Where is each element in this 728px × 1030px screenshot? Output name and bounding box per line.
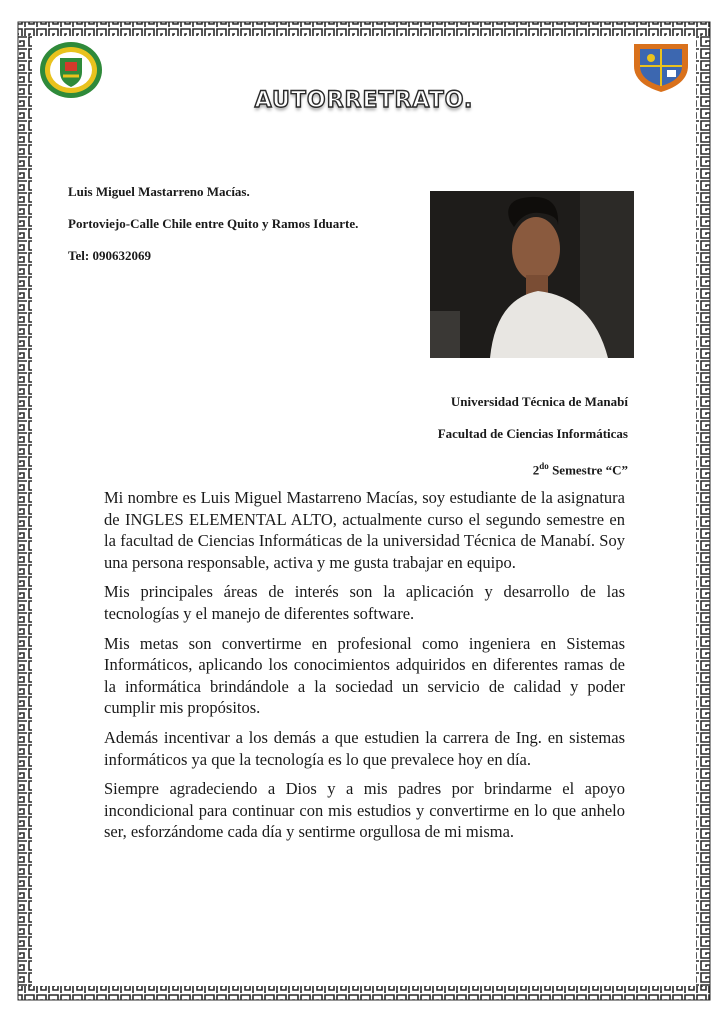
semester xyxy=(438,458,628,478)
semester-number: 2 xyxy=(532,462,540,478)
page-title: AUTORRETRATO. xyxy=(254,88,474,113)
paragraph: Mis principales áreas de interés son la aplicación y desarrollo de las tecnologías y el manejo de diferentes software. xyxy=(104,582,625,623)
semester-suffix: do xyxy=(539,461,549,471)
faculty-name: Facultad de Ciencias Informáticas xyxy=(437,426,628,441)
institution-block xyxy=(438,394,628,494)
semester-rest: Semestre “C” xyxy=(548,462,628,478)
contact-phone: Tel: 090632069 xyxy=(68,248,151,263)
portrait-photo xyxy=(430,191,634,358)
contact-address: Portoviejo-Calle Chile entre Quito y Ramos Iduarte. xyxy=(68,216,359,231)
contact-block xyxy=(68,182,364,278)
university-name: Universidad Técnica de Manabí xyxy=(450,394,628,409)
contact-name: Luis Miguel Mastarreno Macías. xyxy=(68,184,250,199)
body-text xyxy=(104,487,625,851)
paragraph: Mis metas son convertirme en profesional como ingeniera en Sistemas Informáticos, aplicando los conocimientos adquiridos en diferentes ramas de la informática brindándole a la sociedad un servicio de calidad y poder cumplir mis propósitos. xyxy=(104,633,625,718)
paragraph: Siempre agradeciendo a Dios y a mis padres por brindarme el apoyo incondicional para continuar con mis estudios y convertirme en lo que anhelo ser, esforzándome cada día y sentirme orgullosa de mi misma. xyxy=(104,779,625,842)
paragraph: Mi nombre es Luis Miguel Mastarreno Macías, soy estudiante de la asignatura de INGLES ELEMENTAL ALTO, actualmente curso el segundo semestre en la facultad de Ciencias Informáticas de la universidad Técnica de Manabí. Soy una persona responsable, activa y me gusta trabajar en equipo. xyxy=(104,488,625,572)
paragraph: Además incentivar a los demás a que estudien la carrera de Ing. en sistemas informáticos ya que la tecnología es lo que prevalece hoy en día. xyxy=(104,727,625,769)
faculty-shield-icon xyxy=(630,40,692,94)
